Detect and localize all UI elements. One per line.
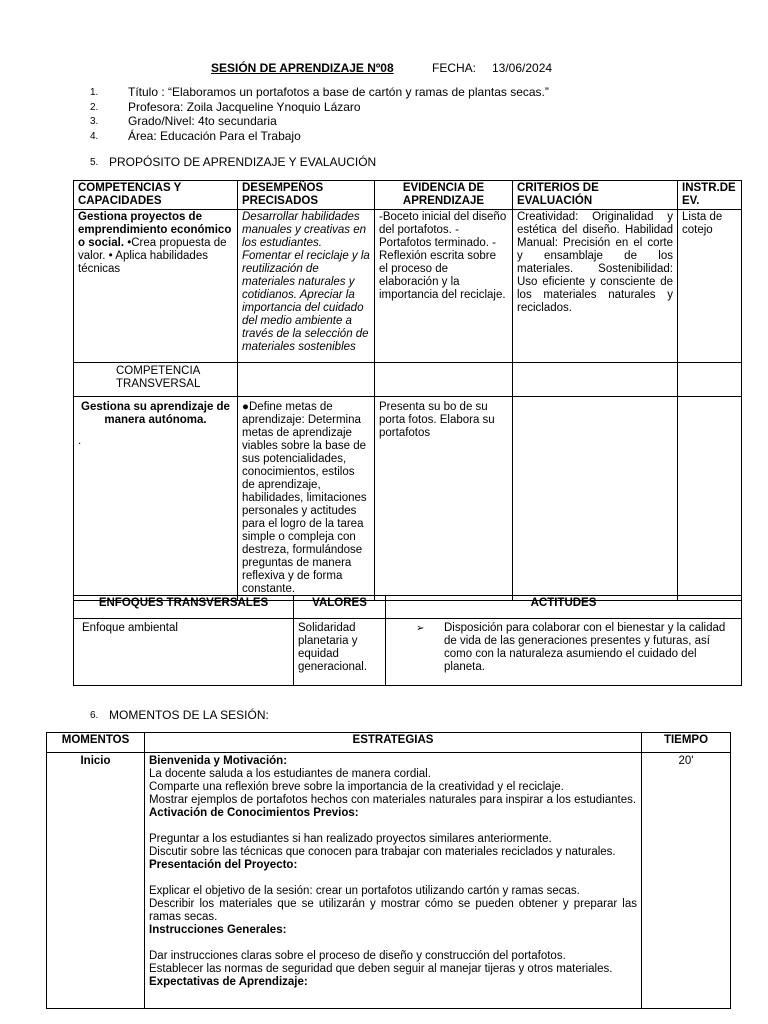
header-estrategias: ESTRATEGIAS <box>145 733 642 753</box>
criterios-cell: Creatividad: Originalidad y estética del diseño. Habilidad Manual: Precisión en el corte y ensamblaje de los materiales. Sostenibilidad: Uso eficiente y consciente de los materiales naturales y reciclados. <box>513 210 678 363</box>
header-enfoques: ENFOQUES TRANSVERSALES <box>74 596 294 619</box>
transversal-label-cell: COMPETENCIA TRANSVERSAL <box>74 363 238 397</box>
momento-inicio-cell: Inicio <box>47 753 145 1009</box>
header-desempenos: DESEMPEÑOS PRECISADOS <box>238 181 375 210</box>
table-row <box>47 753 731 1009</box>
evidencia-transversal-cell: Presenta su bo de su porta fotos. Elabora su portafotos <box>375 397 513 601</box>
table-row <box>74 397 742 601</box>
header-competencias: COMPETENCIAS Y CAPACIDADES <box>74 181 238 210</box>
info-item-grade: 3. Grado/Nivel: 4to secundaria <box>90 114 277 128</box>
section-6-heading: 6. MOMENTOS DE LA SESIÓN: <box>90 708 269 722</box>
date-label: FECHA: <box>432 61 477 75</box>
competencia-cell: Gestiona proyectos de emprendimiento económico o social. •Crea propuesta de valor. • Aplica habilidades técnicas <box>74 210 238 363</box>
header-valores: VALORES <box>294 596 386 619</box>
table-row <box>74 363 742 397</box>
table-header-row <box>74 181 742 210</box>
header-actitudes: ACTITUDES <box>386 596 742 619</box>
moments-table <box>46 732 731 1009</box>
session-info-list <box>90 86 690 144</box>
purpose-evaluation-table <box>73 180 742 601</box>
table-header-row <box>47 733 731 753</box>
info-item-area: 4. Área: Educación Para el Trabajo <box>90 128 301 143</box>
header-evidencia: EVIDENCIA DE APRENDIZAJE <box>375 181 513 210</box>
valores-cell: Solidaridad planetaria y equidad generacional. <box>294 619 386 686</box>
header-momentos: MOMENTOS <box>47 733 145 753</box>
evidencia-cell: -Boceto inicial del diseño del portafotos. -Portafotos terminado. -Reflexión escrita sobre el proceso de elaboración y la importancia del reciclaje. <box>375 210 513 363</box>
desempenos-transversal-cell: ●Define metas de aprendizaje: Determina metas de aprendizaje viables sobre la base de sus potencialidades, conocimientos, estilos de aprendizaje, habilidades, limitaciones personales y actitudes para el logro de la tarea simple o compleja con destreza, formulándose preguntas de manera reflexiva y de forma constante. <box>238 397 375 601</box>
enfoques-table <box>73 595 742 686</box>
date-value: 13/06/2024 <box>492 61 553 75</box>
section-5-heading: 5. PROPÓSITO DE APRENDIZAJE Y EVALAUCIÓN <box>90 155 377 169</box>
header-tiempo: TIEMPO <box>642 733 731 753</box>
table-header-row <box>74 596 742 619</box>
enfoque-cell: Enfoque ambiental <box>74 619 294 686</box>
estrategias-inicio-cell: Bienvenida y Motivación: La docente saluda a los estudiantes de manera cordial. Comparte una reflexión breve sobre la importancia de la creatividad y el reciclaje. Mostrar ejemplos de portafotos hechos con materiales naturales para inspirar a los estudiantes. Activación de Conocimientos Previos: Preguntar a los estudiantes si han realizado proyectos similares anteriormente. Discutir sobre las técnicas que conocen para trabajar con materiales reciclados y naturales. Presentación del Proyecto: Explicar el objetivo de la sesión: crear un portafotos utilizando cartón y ramas secas. Describir los materiales que se utilizarán y mostrar cómo se pueden obtener y preparar las ramas secas. Instrucciones Generales: Dar instrucciones claras sobre el proceso de diseño y construcción del portafotos. Establecer las normas de seguridad que deben seguir al manejar tijeras y otros materiales. Expectativas de Aprendizaje: <box>145 753 642 1009</box>
desempenos-cell: Desarrollar habilidades manuales y creativas en los estudiantes. Fomentar el reciclaje y la reutilización de materiales naturales y cotidianos. Apreciar la importancia del cuidado del medio ambiente a través de la selección de materiales sostenibles <box>238 210 375 363</box>
table-row <box>74 210 742 363</box>
info-item-title: 1. Título : “Elaboramos un portafotos a base de cartón y ramas de plantas secas.” <box>90 85 549 99</box>
tiempo-inicio-cell: 20' <box>642 753 731 1009</box>
arrow-bullet-icon: ➢ <box>416 623 425 634</box>
info-item-teacher: 2. Profesora: Zoila Jacqueline Ynoquio Lázaro <box>90 99 361 114</box>
header-criterios: CRITERIOS DE EVALUACIÓN <box>513 181 678 210</box>
table-row <box>74 619 742 686</box>
actitud-text: Disposición para colaborar con el bienestar y la calidad de vida de las generaciones presentes y futuras, así como con la naturaleza asumiendo el cuidado del planeta. <box>444 622 726 673</box>
actitudes-cell <box>386 619 742 686</box>
session-title-line <box>0 62 768 76</box>
header-instrumento: INSTR.DE EV. <box>678 181 742 210</box>
session-title: SESIÓN DE APRENDIZAJE Nº08 <box>211 61 394 75</box>
instrumento-cell: Lista de cotejo <box>678 210 742 363</box>
competencia-transversal-cell: Gestiona su aprendizaje de manera autónoma. . <box>74 397 238 601</box>
